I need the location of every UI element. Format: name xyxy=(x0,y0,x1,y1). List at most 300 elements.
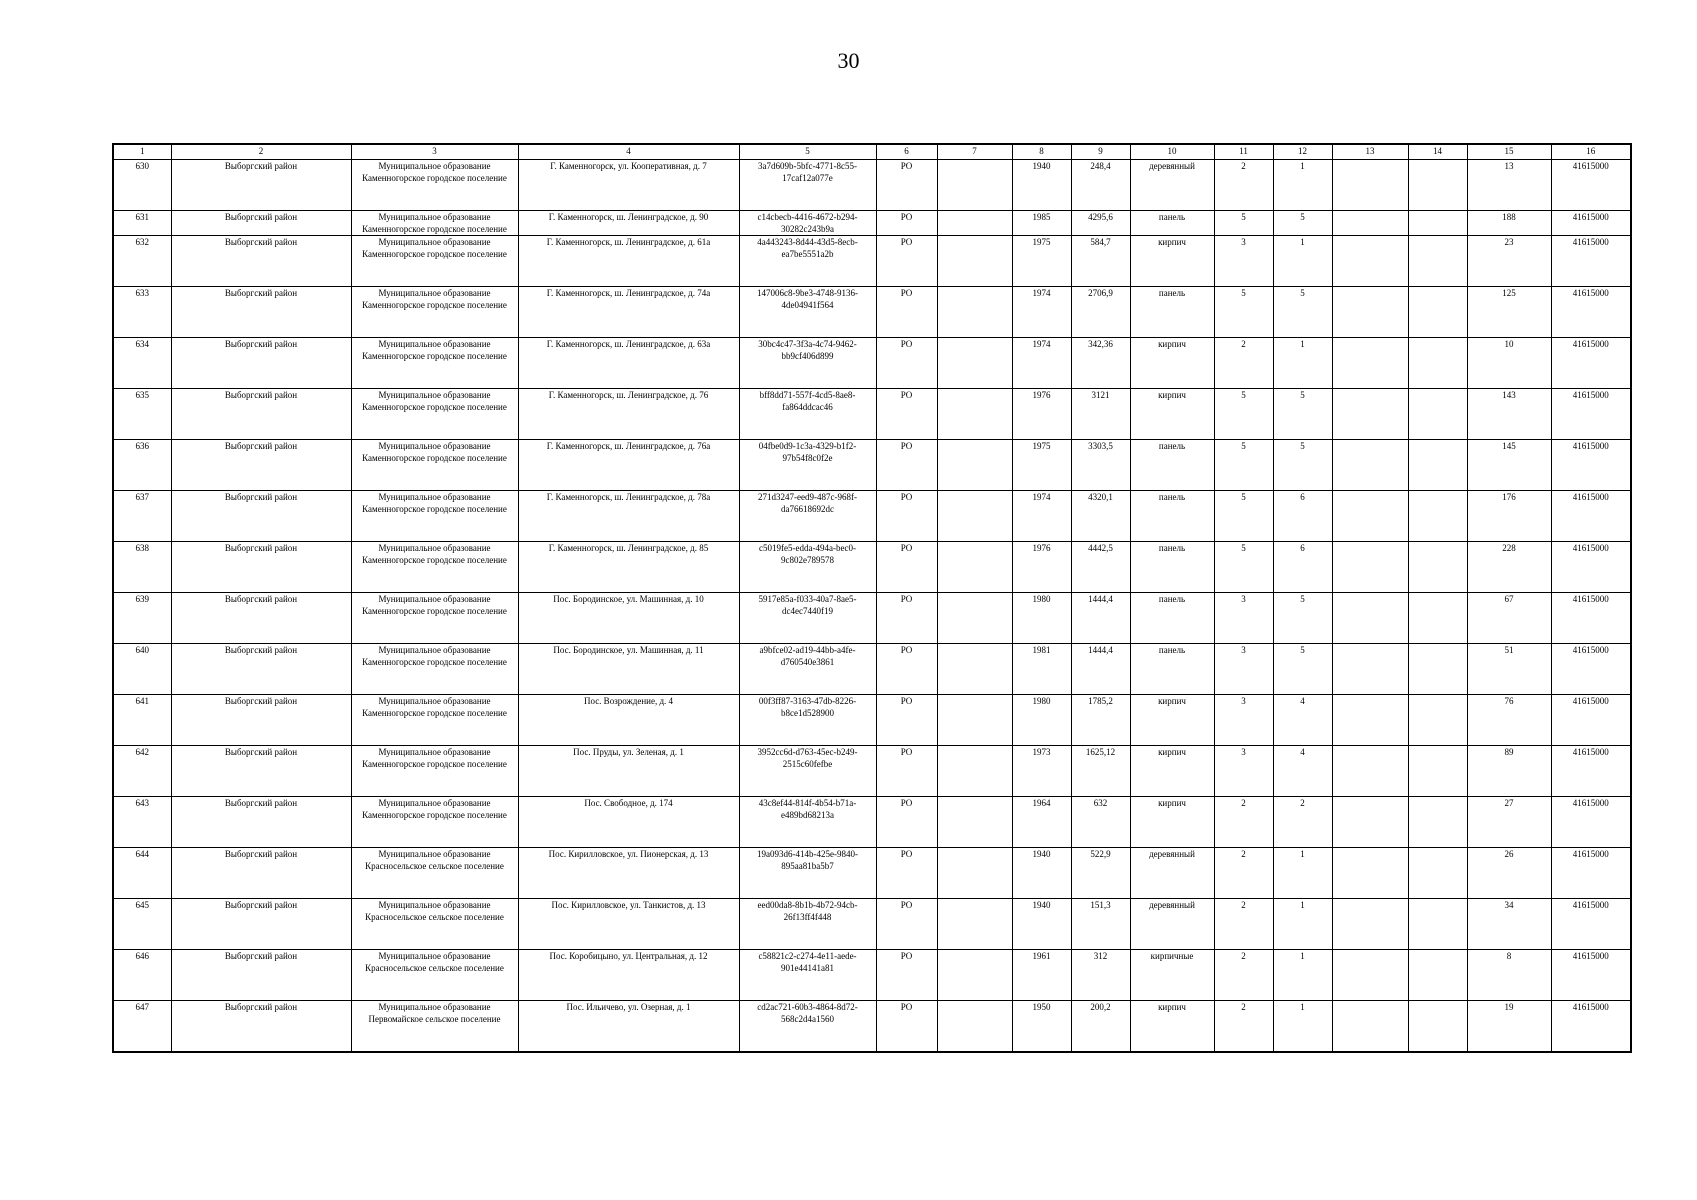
col15-cell: 19 xyxy=(1467,1001,1551,1053)
table-row xyxy=(113,211,1631,236)
area-cell: 522,9 xyxy=(1071,848,1130,899)
col13-cell xyxy=(1332,389,1408,440)
col7-cell xyxy=(937,236,1012,287)
oktmo-cell: 41615000 xyxy=(1551,848,1631,899)
col12-cell: 5 xyxy=(1273,389,1332,440)
column-header: 10 xyxy=(1130,144,1214,160)
col6-cell: РО xyxy=(876,287,937,338)
col15-cell: 125 xyxy=(1467,287,1551,338)
col14-cell xyxy=(1408,644,1467,695)
column-header: 13 xyxy=(1332,144,1408,160)
year-cell: 1980 xyxy=(1012,593,1071,644)
col7-cell xyxy=(937,644,1012,695)
district-cell: Выборгский район xyxy=(171,542,351,593)
address-cell: Г. Каменногорск, ш. Ленинградское, д. 90 xyxy=(518,211,739,236)
col15-cell: 76 xyxy=(1467,695,1551,746)
wall-material-cell: панель xyxy=(1130,542,1214,593)
col13-cell xyxy=(1332,211,1408,236)
col14-cell xyxy=(1408,236,1467,287)
col15-cell: 67 xyxy=(1467,593,1551,644)
column-header: 1 xyxy=(113,144,171,160)
table-row xyxy=(113,695,1631,746)
district-cell: Выборгский район xyxy=(171,440,351,491)
area-cell: 584,7 xyxy=(1071,236,1130,287)
wall-material-cell: кирпич xyxy=(1130,236,1214,287)
address-cell: Г. Каменногорск, ш. Ленинградское, д. 61а xyxy=(518,236,739,287)
oktmo-cell: 41615000 xyxy=(1551,797,1631,848)
address-cell: Г. Каменногорск, ул. Кооперативная, д. 7 xyxy=(518,160,739,211)
guid-cell: 30bc4c47-3f3a-4c74-9462-bb9cf406d899 xyxy=(739,338,876,389)
col7-cell xyxy=(937,211,1012,236)
municipality-cell: Муниципальное образование Каменногорское городское поселение xyxy=(351,440,518,491)
guid-cell: 43c8ef44-814f-4b54-b71a-e489bd68213a xyxy=(739,797,876,848)
district-cell: Выборгский район xyxy=(171,848,351,899)
year-cell: 1940 xyxy=(1012,160,1071,211)
address-cell: Г. Каменногорск, ш. Ленинградское, д. 76 xyxy=(518,389,739,440)
col15-cell: 188 xyxy=(1467,211,1551,236)
municipality-cell: Муниципальное образование Каменногорское городское поселение xyxy=(351,236,518,287)
district-cell: Выборгский район xyxy=(171,211,351,236)
address-cell: Пос. Пруды, ул. Зеленая, д. 1 xyxy=(518,746,739,797)
municipality-cell: Муниципальное образование Каменногорское городское поселение xyxy=(351,287,518,338)
col7-cell xyxy=(937,1001,1012,1053)
col12-cell: 1 xyxy=(1273,338,1332,389)
table-row xyxy=(113,746,1631,797)
municipality-cell: Муниципальное образование Каменногорское городское поселение xyxy=(351,160,518,211)
col6-cell: РО xyxy=(876,746,937,797)
wall-material-cell: деревянный xyxy=(1130,160,1214,211)
guid-cell: 04fbe0d9-1c3a-4329-b1f2-97b54f8c0f2e xyxy=(739,440,876,491)
address-cell: Г. Каменногорск, ш. Ленинградское, д. 76а xyxy=(518,440,739,491)
table-row xyxy=(113,848,1631,899)
row-number-cell: 646 xyxy=(113,950,171,1001)
guid-cell: bff8dd71-557f-4cd5-8ae8-fa864ddcac46 xyxy=(739,389,876,440)
row-number-cell: 645 xyxy=(113,899,171,950)
district-cell: Выборгский район xyxy=(171,491,351,542)
col6-cell: РО xyxy=(876,644,937,695)
col11-cell: 2 xyxy=(1214,848,1273,899)
district-cell: Выборгский район xyxy=(171,797,351,848)
row-number-cell: 640 xyxy=(113,644,171,695)
col11-cell: 3 xyxy=(1214,593,1273,644)
area-cell: 632 xyxy=(1071,797,1130,848)
col12-cell: 1 xyxy=(1273,950,1332,1001)
guid-cell: 271d3247-eed9-487c-968f-da76618692dc xyxy=(739,491,876,542)
col15-cell: 228 xyxy=(1467,542,1551,593)
table-row xyxy=(113,338,1631,389)
col7-cell xyxy=(937,491,1012,542)
oktmo-cell: 41615000 xyxy=(1551,160,1631,211)
col12-cell: 1 xyxy=(1273,236,1332,287)
row-number-cell: 644 xyxy=(113,848,171,899)
year-cell: 1976 xyxy=(1012,389,1071,440)
col7-cell xyxy=(937,440,1012,491)
col12-cell: 5 xyxy=(1273,211,1332,236)
table-row xyxy=(113,797,1631,848)
year-cell: 1980 xyxy=(1012,695,1071,746)
row-number-cell: 636 xyxy=(113,440,171,491)
row-number-cell: 633 xyxy=(113,287,171,338)
district-cell: Выборгский район xyxy=(171,746,351,797)
year-cell: 1974 xyxy=(1012,491,1071,542)
year-cell: 1940 xyxy=(1012,848,1071,899)
wall-material-cell: панель xyxy=(1130,491,1214,542)
oktmo-cell: 41615000 xyxy=(1551,899,1631,950)
column-number-header-row xyxy=(113,144,1631,160)
col12-cell: 1 xyxy=(1273,848,1332,899)
col15-cell: 23 xyxy=(1467,236,1551,287)
district-cell: Выборгский район xyxy=(171,236,351,287)
col12-cell: 5 xyxy=(1273,287,1332,338)
col7-cell xyxy=(937,797,1012,848)
col13-cell xyxy=(1332,440,1408,491)
col12-cell: 5 xyxy=(1273,644,1332,695)
municipality-cell: Муниципальное образование Красносельское сельское поселение xyxy=(351,848,518,899)
municipality-cell: Муниципальное образование Каменногорское городское поселение xyxy=(351,644,518,695)
col14-cell xyxy=(1408,695,1467,746)
district-cell: Выборгский район xyxy=(171,644,351,695)
wall-material-cell: панель xyxy=(1130,440,1214,491)
guid-cell: c5019fe5-edda-494a-bec0-9c802e789578 xyxy=(739,542,876,593)
guid-cell: 00f3ff87-3163-47db-8226-b8ce1d528900 xyxy=(739,695,876,746)
area-cell: 151,3 xyxy=(1071,899,1130,950)
col6-cell: РО xyxy=(876,695,937,746)
col13-cell xyxy=(1332,695,1408,746)
column-header: 4 xyxy=(518,144,739,160)
col11-cell: 3 xyxy=(1214,746,1273,797)
col12-cell: 2 xyxy=(1273,797,1332,848)
wall-material-cell: панель xyxy=(1130,287,1214,338)
table-row xyxy=(113,440,1631,491)
table-row xyxy=(113,1001,1631,1053)
guid-cell: a9bfce02-ad19-44bb-a4fe-d760540e3861 xyxy=(739,644,876,695)
year-cell: 1950 xyxy=(1012,1001,1071,1053)
table-row xyxy=(113,542,1631,593)
column-header: 7 xyxy=(937,144,1012,160)
year-cell: 1974 xyxy=(1012,287,1071,338)
col14-cell xyxy=(1408,1001,1467,1053)
col11-cell: 5 xyxy=(1214,211,1273,236)
table-row xyxy=(113,644,1631,695)
oktmo-cell: 41615000 xyxy=(1551,1001,1631,1053)
wall-material-cell: панель xyxy=(1130,644,1214,695)
col13-cell xyxy=(1332,797,1408,848)
area-cell: 1444,4 xyxy=(1071,593,1130,644)
column-header: 15 xyxy=(1467,144,1551,160)
table-body xyxy=(113,160,1631,1053)
col14-cell xyxy=(1408,287,1467,338)
municipality-cell: Муниципальное образование Каменногорское городское поселение xyxy=(351,338,518,389)
col15-cell: 27 xyxy=(1467,797,1551,848)
year-cell: 1964 xyxy=(1012,797,1071,848)
year-cell: 1976 xyxy=(1012,542,1071,593)
col6-cell: РО xyxy=(876,338,937,389)
col13-cell xyxy=(1332,338,1408,389)
oktmo-cell: 41615000 xyxy=(1551,695,1631,746)
col11-cell: 2 xyxy=(1214,899,1273,950)
oktmo-cell: 41615000 xyxy=(1551,211,1631,236)
col14-cell xyxy=(1408,389,1467,440)
col13-cell xyxy=(1332,848,1408,899)
guid-cell: cd2ac721-60b3-4864-8d72-568c2d4a1560 xyxy=(739,1001,876,1053)
wall-material-cell: деревянный xyxy=(1130,848,1214,899)
col6-cell: РО xyxy=(876,236,937,287)
col7-cell xyxy=(937,389,1012,440)
year-cell: 1940 xyxy=(1012,899,1071,950)
area-cell: 1625,12 xyxy=(1071,746,1130,797)
oktmo-cell: 41615000 xyxy=(1551,236,1631,287)
col15-cell: 143 xyxy=(1467,389,1551,440)
col6-cell: РО xyxy=(876,848,937,899)
district-cell: Выборгский район xyxy=(171,287,351,338)
address-cell: Пос. Ильичево, ул. Озерная, д. 1 xyxy=(518,1001,739,1053)
municipality-cell: Муниципальное образование Каменногорское городское поселение xyxy=(351,491,518,542)
oktmo-cell: 41615000 xyxy=(1551,746,1631,797)
area-cell: 4320,1 xyxy=(1071,491,1130,542)
oktmo-cell: 41615000 xyxy=(1551,287,1631,338)
district-cell: Выборгский район xyxy=(171,593,351,644)
col11-cell: 5 xyxy=(1214,440,1273,491)
col13-cell xyxy=(1332,950,1408,1001)
row-number-cell: 637 xyxy=(113,491,171,542)
year-cell: 1975 xyxy=(1012,236,1071,287)
col13-cell xyxy=(1332,287,1408,338)
row-number-cell: 632 xyxy=(113,236,171,287)
page-number: 30 xyxy=(837,48,860,73)
col13-cell xyxy=(1332,491,1408,542)
col13-cell xyxy=(1332,593,1408,644)
area-cell: 3121 xyxy=(1071,389,1130,440)
municipality-cell: Муниципальное образование Каменногорское городское поселение xyxy=(351,797,518,848)
col14-cell xyxy=(1408,160,1467,211)
col11-cell: 2 xyxy=(1214,797,1273,848)
district-cell: Выборгский район xyxy=(171,950,351,1001)
oktmo-cell: 41615000 xyxy=(1551,389,1631,440)
row-number-cell: 630 xyxy=(113,160,171,211)
address-cell: Г. Каменногорск, ш. Ленинградское, д. 78а xyxy=(518,491,739,542)
col11-cell: 5 xyxy=(1214,491,1273,542)
district-cell: Выборгский район xyxy=(171,160,351,211)
wall-material-cell: панель xyxy=(1130,211,1214,236)
col7-cell xyxy=(937,338,1012,389)
col15-cell: 145 xyxy=(1467,440,1551,491)
col14-cell xyxy=(1408,746,1467,797)
col15-cell: 34 xyxy=(1467,899,1551,950)
wall-material-cell: кирпичные xyxy=(1130,950,1214,1001)
wall-material-cell: кирпич xyxy=(1130,797,1214,848)
address-cell: Пос. Кирилловское, ул. Пионерская, д. 13 xyxy=(518,848,739,899)
guid-cell: c14cbecb-4416-4672-b294-30282c243b9a xyxy=(739,211,876,236)
col11-cell: 2 xyxy=(1214,1001,1273,1053)
oktmo-cell: 41615000 xyxy=(1551,440,1631,491)
col11-cell: 3 xyxy=(1214,236,1273,287)
year-cell: 1985 xyxy=(1012,211,1071,236)
col7-cell xyxy=(937,287,1012,338)
col12-cell: 5 xyxy=(1273,593,1332,644)
address-cell: Г. Каменногорск, ш. Ленинградское, д. 85 xyxy=(518,542,739,593)
municipality-cell: Муниципальное образование Каменногорское городское поселение xyxy=(351,211,518,236)
col6-cell: РО xyxy=(876,491,937,542)
col12-cell: 1 xyxy=(1273,160,1332,211)
col15-cell: 10 xyxy=(1467,338,1551,389)
col14-cell xyxy=(1408,950,1467,1001)
year-cell: 1961 xyxy=(1012,950,1071,1001)
col6-cell: РО xyxy=(876,542,937,593)
col14-cell xyxy=(1408,797,1467,848)
district-cell: Выборгский район xyxy=(171,389,351,440)
col11-cell: 5 xyxy=(1214,542,1273,593)
row-number-cell: 643 xyxy=(113,797,171,848)
table-row xyxy=(113,950,1631,1001)
oktmo-cell: 41615000 xyxy=(1551,644,1631,695)
col11-cell: 5 xyxy=(1214,389,1273,440)
column-header: 14 xyxy=(1408,144,1467,160)
col7-cell xyxy=(937,950,1012,1001)
col6-cell: РО xyxy=(876,1001,937,1053)
col7-cell xyxy=(937,542,1012,593)
oktmo-cell: 41615000 xyxy=(1551,593,1631,644)
area-cell: 2706,9 xyxy=(1071,287,1130,338)
col11-cell: 5 xyxy=(1214,287,1273,338)
col13-cell xyxy=(1332,160,1408,211)
col15-cell: 176 xyxy=(1467,491,1551,542)
area-cell: 248,4 xyxy=(1071,160,1130,211)
guid-cell: 19a093d6-414b-425e-9840-895aa81ba5b7 xyxy=(739,848,876,899)
address-cell: Пос. Возрождение, д. 4 xyxy=(518,695,739,746)
col15-cell: 89 xyxy=(1467,746,1551,797)
year-cell: 1981 xyxy=(1012,644,1071,695)
area-cell: 1444,4 xyxy=(1071,644,1130,695)
guid-cell: 3952cc6d-d763-45ec-b249-2515c60fefbe xyxy=(739,746,876,797)
row-number-cell: 634 xyxy=(113,338,171,389)
col14-cell xyxy=(1408,338,1467,389)
address-cell: Г. Каменногорск, ш. Ленинградское, д. 63а xyxy=(518,338,739,389)
year-cell: 1975 xyxy=(1012,440,1071,491)
col14-cell xyxy=(1408,542,1467,593)
col11-cell: 3 xyxy=(1214,644,1273,695)
col13-cell xyxy=(1332,542,1408,593)
col6-cell: РО xyxy=(876,593,937,644)
municipality-cell: Муниципальное образование Каменногорское городское поселение xyxy=(351,695,518,746)
guid-cell: 5917e85a-f033-40a7-8ae5-dc4ec7440f19 xyxy=(739,593,876,644)
guid-cell: eed00da8-8b1b-4b72-94cb-26f13ff4f448 xyxy=(739,899,876,950)
col12-cell: 1 xyxy=(1273,1001,1332,1053)
oktmo-cell: 41615000 xyxy=(1551,542,1631,593)
wall-material-cell: кирпич xyxy=(1130,338,1214,389)
column-header: 6 xyxy=(876,144,937,160)
area-cell: 1785,2 xyxy=(1071,695,1130,746)
col6-cell: РО xyxy=(876,389,937,440)
col12-cell: 4 xyxy=(1273,746,1332,797)
col14-cell xyxy=(1408,848,1467,899)
col7-cell xyxy=(937,899,1012,950)
oktmo-cell: 41615000 xyxy=(1551,491,1631,542)
row-number-cell: 639 xyxy=(113,593,171,644)
column-header: 11 xyxy=(1214,144,1273,160)
municipality-cell: Муниципальное образование Каменногорское городское поселение xyxy=(351,542,518,593)
wall-material-cell: кирпич xyxy=(1130,389,1214,440)
wall-material-cell: кирпич xyxy=(1130,695,1214,746)
column-header: 12 xyxy=(1273,144,1332,160)
col11-cell: 2 xyxy=(1214,338,1273,389)
col6-cell: РО xyxy=(876,440,937,491)
col12-cell: 4 xyxy=(1273,695,1332,746)
table-row xyxy=(113,491,1631,542)
wall-material-cell: панель xyxy=(1130,593,1214,644)
address-cell: Пос. Кирилловское, ул. Танкистов, д. 13 xyxy=(518,899,739,950)
oktmo-cell: 41615000 xyxy=(1551,950,1631,1001)
address-cell: Пос. Бородинское, ул. Машинная, д. 11 xyxy=(518,644,739,695)
guid-cell: c58821c2-c274-4e11-aede-901e44141a81 xyxy=(739,950,876,1001)
area-cell: 4442,5 xyxy=(1071,542,1130,593)
row-number-cell: 647 xyxy=(113,1001,171,1053)
area-cell: 3303,5 xyxy=(1071,440,1130,491)
address-cell: Пос. Коробицыно, ул. Центральная, д. 12 xyxy=(518,950,739,1001)
wall-material-cell: деревянный xyxy=(1130,899,1214,950)
municipality-cell: Муниципальное образование Красносельское сельское поселение xyxy=(351,899,518,950)
col7-cell xyxy=(937,848,1012,899)
col6-cell: РО xyxy=(876,899,937,950)
wall-material-cell: кирпич xyxy=(1130,746,1214,797)
row-number-cell: 641 xyxy=(113,695,171,746)
col11-cell: 3 xyxy=(1214,695,1273,746)
row-number-cell: 638 xyxy=(113,542,171,593)
district-cell: Выборгский район xyxy=(171,338,351,389)
guid-cell: 3a7d609b-5bfc-4771-8c55-17caf12a077e xyxy=(739,160,876,211)
col11-cell: 2 xyxy=(1214,160,1273,211)
year-cell: 1973 xyxy=(1012,746,1071,797)
col12-cell: 5 xyxy=(1273,440,1332,491)
municipality-cell: Муниципальное образование Каменногорское городское поселение xyxy=(351,389,518,440)
col7-cell xyxy=(937,746,1012,797)
col15-cell: 51 xyxy=(1467,644,1551,695)
column-header: 5 xyxy=(739,144,876,160)
row-number-cell: 631 xyxy=(113,211,171,236)
col7-cell xyxy=(937,593,1012,644)
municipality-cell: Муниципальное образование Каменногорское городское поселение xyxy=(351,593,518,644)
table-row xyxy=(113,389,1631,440)
district-cell: Выборгский район xyxy=(171,695,351,746)
column-header: 9 xyxy=(1071,144,1130,160)
col13-cell xyxy=(1332,236,1408,287)
col7-cell xyxy=(937,160,1012,211)
col13-cell xyxy=(1332,899,1408,950)
address-cell: Пос. Свободное, д. 174 xyxy=(518,797,739,848)
district-cell: Выборгский район xyxy=(171,1001,351,1053)
column-header: 8 xyxy=(1012,144,1071,160)
municipality-cell: Муниципальное образование Красносельское сельское поселение xyxy=(351,950,518,1001)
col15-cell: 13 xyxy=(1467,160,1551,211)
col15-cell: 26 xyxy=(1467,848,1551,899)
column-header: 3 xyxy=(351,144,518,160)
area-cell: 200,2 xyxy=(1071,1001,1130,1053)
municipality-cell: Муниципальное образование Каменногорское городское поселение xyxy=(351,746,518,797)
housing-register-table xyxy=(112,143,1632,1053)
col6-cell: РО xyxy=(876,211,937,236)
table-row xyxy=(113,593,1631,644)
table-row xyxy=(113,236,1631,287)
col12-cell: 6 xyxy=(1273,491,1332,542)
table-row xyxy=(113,287,1631,338)
col7-cell xyxy=(937,695,1012,746)
address-cell: Пос. Бородинское, ул. Машинная, д. 10 xyxy=(518,593,739,644)
col15-cell: 8 xyxy=(1467,950,1551,1001)
col14-cell xyxy=(1408,440,1467,491)
col6-cell: РО xyxy=(876,950,937,1001)
address-cell: Г. Каменногорск, ш. Ленинградское, д. 74а xyxy=(518,287,739,338)
col12-cell: 6 xyxy=(1273,542,1332,593)
col6-cell: РО xyxy=(876,797,937,848)
